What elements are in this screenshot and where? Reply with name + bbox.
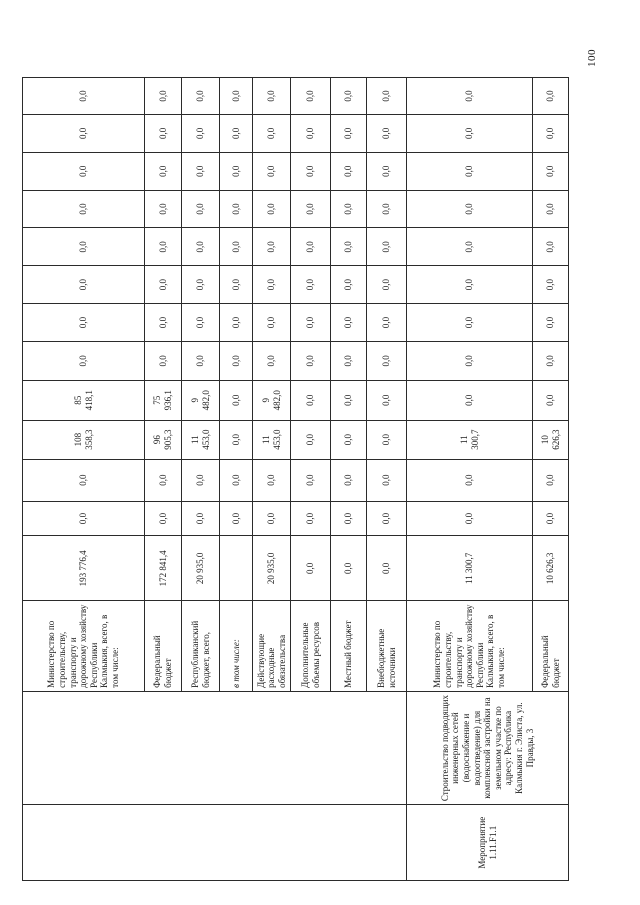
year-value: 0,0 — [407, 266, 533, 304]
year-value: 0,0 — [253, 78, 291, 115]
year-value: 0,0 — [367, 380, 407, 420]
year-value: 0,0 — [291, 114, 331, 152]
year-value: 0,0 — [367, 114, 407, 152]
year-value: 0,0 — [533, 78, 569, 115]
year-value: 0,0 — [291, 152, 331, 190]
year-value: 9 482,0 — [253, 380, 291, 420]
year-value: 0,0 — [182, 266, 220, 304]
year-value: 0,0 — [253, 501, 291, 536]
year-value: 0,0 — [253, 228, 291, 266]
year-value: 0,0 — [367, 304, 407, 342]
year-value: 9 482,0 — [182, 380, 220, 420]
year-value: 0,0 — [145, 341, 182, 380]
funding-source: Федеральный бюджет — [145, 601, 182, 691]
year-value: 0,0 — [145, 114, 182, 152]
measure-title: Строительство подводящих инженерных сетей (водоснабжение и водоотведение) для комплексной застройки на земельном участке по адресу: Республика Калмыкия г. Элиста, ул. Правды, 3 — [407, 691, 569, 805]
year-value: 0,0 — [253, 266, 291, 304]
year-value: 0,0 — [291, 304, 331, 342]
year-value: 0,0 — [533, 228, 569, 266]
year-value: 0,0 — [367, 266, 407, 304]
year-value: 0,0 — [253, 152, 291, 190]
year-value: 0,0 — [331, 420, 367, 459]
year-value: 0,0 — [533, 501, 569, 536]
year-value: 96 905,3 — [145, 420, 182, 459]
year-value: 0,0 — [220, 78, 253, 115]
year-value: 0,0 — [182, 152, 220, 190]
year-value: 0,0 — [253, 341, 291, 380]
year-value: 0,0 — [291, 190, 331, 228]
year-value: 0,0 — [220, 152, 253, 190]
year-value: 0,0 — [331, 341, 367, 380]
year-value: 0,0 — [533, 380, 569, 420]
year-value: 0,0 — [182, 304, 220, 342]
year-value: 0,0 — [407, 380, 533, 420]
year-value: 0,0 — [23, 114, 145, 152]
year-value: 0,0 — [367, 501, 407, 536]
year-value: 0,0 — [145, 304, 182, 342]
year-value: 0,0 — [220, 304, 253, 342]
year-value: 0,0 — [182, 190, 220, 228]
year-value: 11 453,0 — [253, 420, 291, 459]
year-value: 0,0 — [23, 190, 145, 228]
funding-source: в том числе: — [220, 601, 253, 691]
year-value: 0,0 — [145, 152, 182, 190]
year-value: 0,0 — [407, 152, 533, 190]
year-value: 0,0 — [291, 341, 331, 380]
table-body — [23, 78, 569, 881]
year-value: 10 626,3 — [533, 420, 569, 459]
year-value: 0,0 — [182, 501, 220, 536]
year-value: 0,0 — [182, 78, 220, 115]
year-value: 0,0 — [220, 420, 253, 459]
year-value: 0,0 — [291, 380, 331, 420]
year-value: 0,0 — [291, 501, 331, 536]
amount-total: 20 935,0 — [182, 536, 220, 601]
year-value: 0,0 — [533, 190, 569, 228]
measure-code-cell-empty — [23, 805, 407, 881]
year-value: 0,0 — [182, 114, 220, 152]
year-value: 0,0 — [220, 459, 253, 501]
year-value: 0,0 — [331, 78, 367, 115]
year-value: 0,0 — [23, 341, 145, 380]
year-value: 0,0 — [220, 190, 253, 228]
year-value: 108 358,3 — [23, 420, 145, 459]
funding-source: Федеральный бюджет — [533, 601, 569, 691]
year-value: 0,0 — [291, 420, 331, 459]
amount-total: 11 300,7 — [407, 536, 533, 601]
funding-source: Местный бюджет — [331, 601, 367, 691]
year-value: 0,0 — [253, 190, 291, 228]
year-value: 0,0 — [220, 228, 253, 266]
year-value: 0,0 — [367, 228, 407, 266]
year-value: 0,0 — [533, 152, 569, 190]
year-value: 0,0 — [23, 304, 145, 342]
year-value: 0,0 — [182, 459, 220, 501]
year-value: 0,0 — [182, 228, 220, 266]
year-value: 0,0 — [367, 152, 407, 190]
year-value: 0,0 — [253, 304, 291, 342]
year-value: 0,0 — [533, 266, 569, 304]
year-value: 0,0 — [331, 501, 367, 536]
year-value: 75 936,1 — [145, 380, 182, 420]
funding-source: Действующие расходные обязательства — [253, 601, 291, 691]
amount-total: 0,0 — [367, 536, 407, 601]
year-value: 0,0 — [367, 190, 407, 228]
year-value: 0,0 — [367, 459, 407, 501]
year-value: 11 453,0 — [182, 420, 220, 459]
year-value: 0,0 — [331, 266, 367, 304]
year-value: 0,0 — [407, 341, 533, 380]
year-value: 0,0 — [331, 228, 367, 266]
year-value: 0,0 — [367, 420, 407, 459]
table-row — [407, 78, 533, 881]
budget-table — [22, 77, 569, 881]
year-value: 0,0 — [331, 459, 367, 501]
funding-source: Министерство по строительству, транспорту и дорожному хозяйству Республики Калмыкия, всего, в том числе: — [407, 601, 533, 691]
year-value: 0,0 — [367, 341, 407, 380]
rotated-table-container — [22, 77, 568, 881]
year-value: 0,0 — [407, 78, 533, 115]
year-value: 0,0 — [291, 459, 331, 501]
amount-total: 0,0 — [331, 536, 367, 601]
year-value: 0,0 — [145, 266, 182, 304]
amount-total: 193 776,4 — [23, 536, 145, 601]
year-value: 0,0 — [145, 78, 182, 115]
year-value: 0,0 — [220, 114, 253, 152]
funding-source: Министерство по строительству, транспорту и дорожному хозяйству Республики Калмыкия, всего, в том числе: — [23, 601, 145, 691]
year-value: 11 300,7 — [407, 420, 533, 459]
year-value: 0,0 — [331, 304, 367, 342]
amount-total: 20 935,0 — [253, 536, 291, 601]
year-value: 0,0 — [331, 380, 367, 420]
measure-title-cell-empty — [23, 691, 407, 805]
year-value: 0,0 — [407, 114, 533, 152]
year-value: 0,0 — [533, 304, 569, 342]
year-value: 0,0 — [145, 501, 182, 536]
year-value: 0,0 — [533, 459, 569, 501]
year-value: 0,0 — [145, 228, 182, 266]
year-value: 0,0 — [331, 114, 367, 152]
page-number: 100 — [586, 49, 598, 67]
year-value: 0,0 — [182, 341, 220, 380]
funding-source: Республиканский бюджет, всего, — [182, 601, 220, 691]
amount-total: 172 841,4 — [145, 536, 182, 601]
year-value: 85 418,1 — [23, 380, 145, 420]
year-value: 0,0 — [407, 501, 533, 536]
year-value: 0,0 — [407, 304, 533, 342]
table-row — [23, 78, 145, 881]
year-value: 0,0 — [533, 341, 569, 380]
funding-source: Дополнительные объемы ресурсов — [291, 601, 331, 691]
year-value: 0,0 — [291, 228, 331, 266]
year-value: 0,0 — [23, 228, 145, 266]
year-value: 0,0 — [23, 152, 145, 190]
year-value: 0,0 — [253, 114, 291, 152]
funding-source: Внебюджетные источники — [367, 601, 407, 691]
year-value: 0,0 — [23, 459, 145, 501]
year-value: 0,0 — [407, 190, 533, 228]
year-value: 0,0 — [145, 190, 182, 228]
year-value: 0,0 — [220, 341, 253, 380]
year-value: 0,0 — [220, 266, 253, 304]
amount-total: 0,0 — [291, 536, 331, 601]
year-value: 0,0 — [253, 459, 291, 501]
year-value: 0,0 — [220, 380, 253, 420]
amount-total: 10 626,3 — [533, 536, 569, 601]
year-value: 0,0 — [331, 152, 367, 190]
year-value: 0,0 — [145, 459, 182, 501]
year-value: 0,0 — [291, 78, 331, 115]
year-value: 0,0 — [407, 459, 533, 501]
year-value: 0,0 — [220, 501, 253, 536]
year-value: 0,0 — [23, 266, 145, 304]
year-value: 0,0 — [23, 501, 145, 536]
year-value: 0,0 — [407, 228, 533, 266]
measure-code: Мероприятие 1.11.F1.1 — [407, 805, 569, 881]
amount-total — [220, 536, 253, 601]
year-value: 0,0 — [23, 78, 145, 115]
year-value: 0,0 — [291, 266, 331, 304]
year-value: 0,0 — [331, 190, 367, 228]
year-value: 0,0 — [367, 78, 407, 115]
year-value: 0,0 — [533, 114, 569, 152]
